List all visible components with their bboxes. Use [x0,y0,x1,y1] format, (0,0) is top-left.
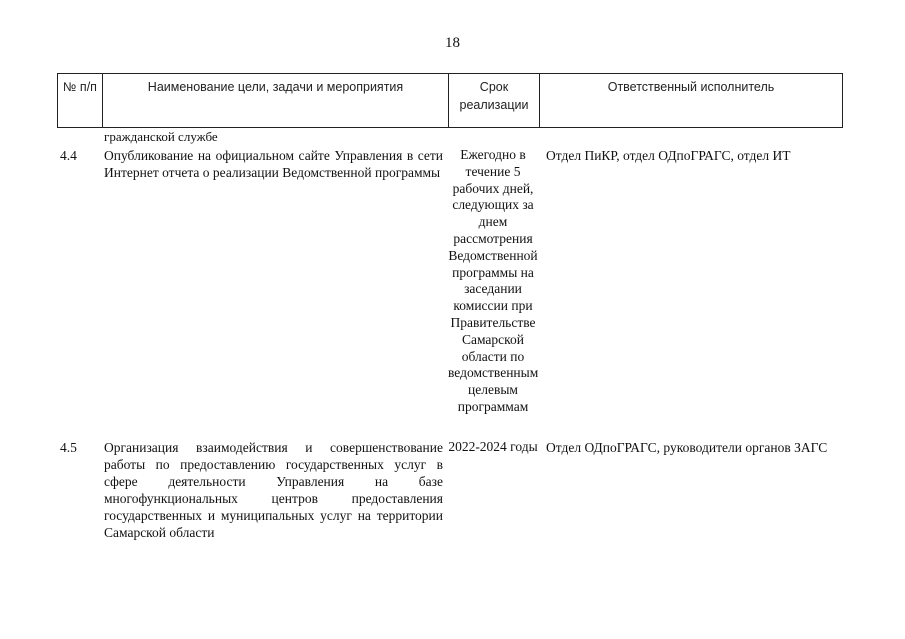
row-name: Опубликование на официальном сайте Управления в сети Интернет отчета о реализации Ведомственной программы [104,148,443,180]
row-num: 4.4 [60,148,77,163]
row-responsible: Отдел ОДпоГРАГС, руководители органов ЗАГС [546,440,828,455]
row-term: Ежегодно в течение 5 рабочих дней, следующих за днем рассмотрения Ведомственной программы на заседании комиссии при Правительстве Самарской области по ведомственным целевым программам [448,147,539,414]
header-num: № п/п [58,74,103,127]
row-term: 2022-2024 годы [448,439,538,454]
row-name: Организация взаимодействия и совершенствование работы по предоставлению государственных услуг в сфере деятельности Управления на базе многофункциональных центров предоставления государственных и муниципальных услуг на территории Самарской области [104,440,443,540]
row-responsible: Отдел ПиКР, отдел ОДпоГРАГС, отдел ИТ [546,148,791,163]
table-header [57,73,843,128]
header-responsible: Ответственный исполнитель [607,80,775,94]
page-number: 18 [445,35,460,51]
continuation-text: гражданской службе [104,129,218,144]
header-name: Наименование цели, задачи и мероприятия [103,74,449,127]
header-term: Срок реализации [449,74,540,127]
row-num: 4.5 [60,440,77,455]
